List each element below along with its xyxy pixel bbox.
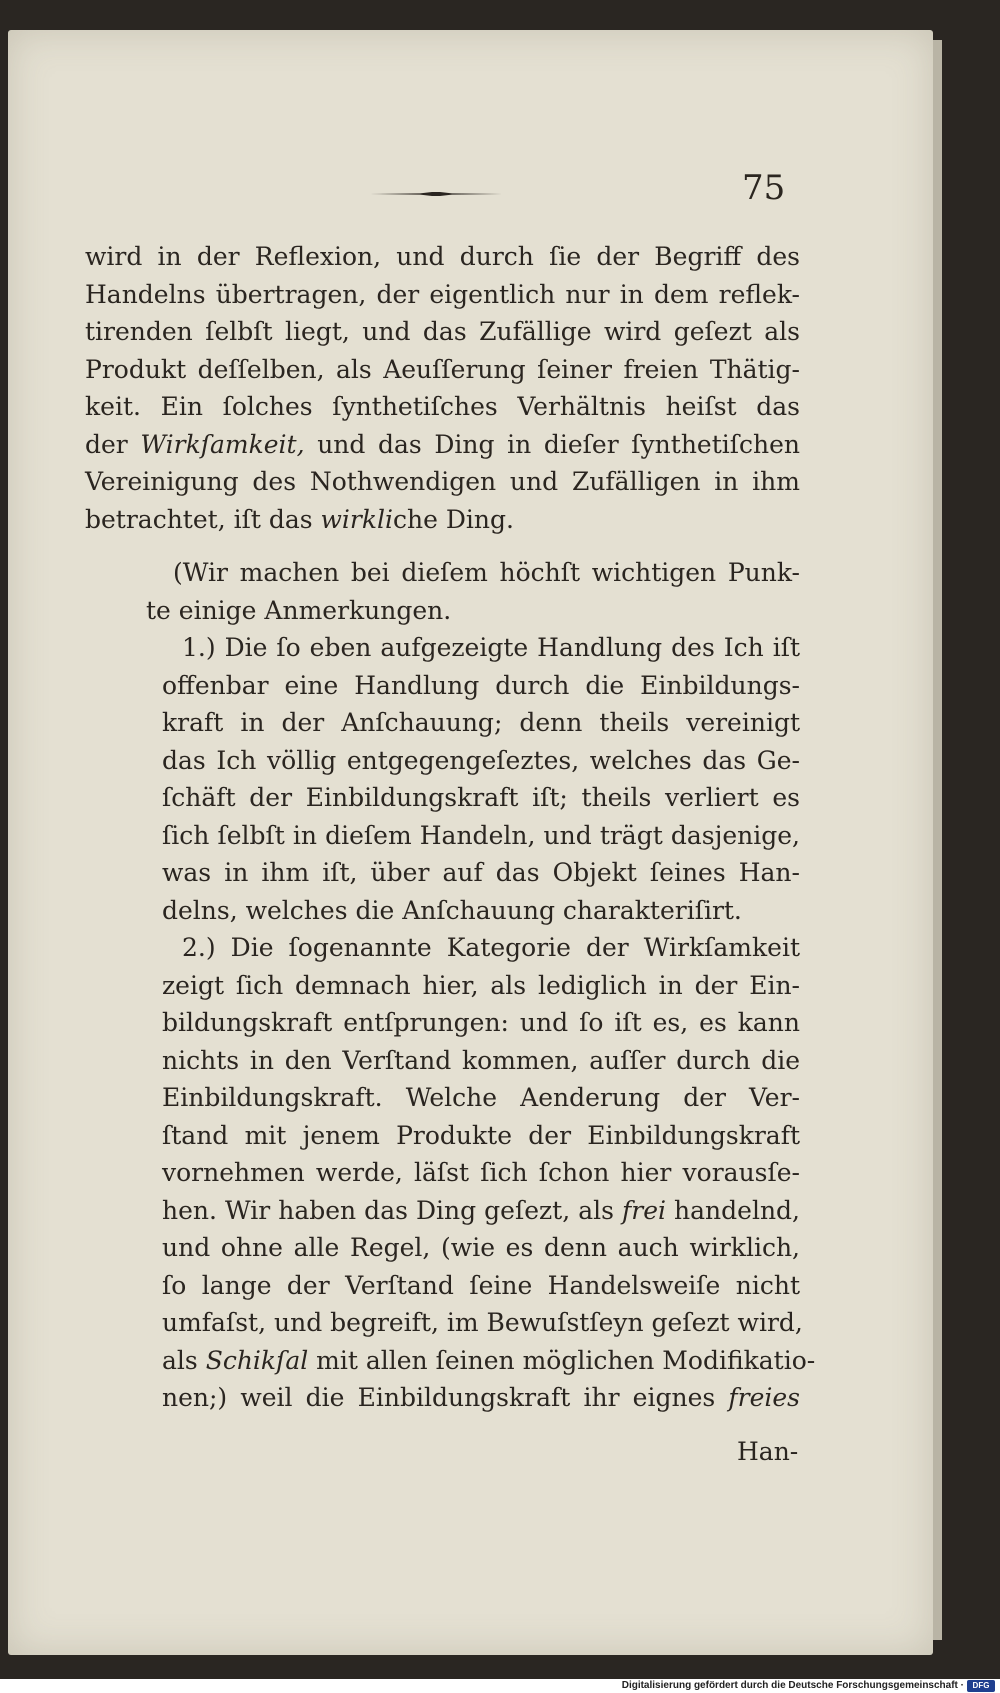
text-line: nichts in den Verſtand kommen, auſſer durch die xyxy=(162,1045,800,1075)
text-line: 1.) Die ſo eben aufgezeigte Handlung des Ich iſt xyxy=(182,633,800,662)
text-run: hen. Wir haben das Ding geſezt, als xyxy=(162,1195,614,1225)
text-line: Handelns übertragen, der eigentlich nur in dem reflek- xyxy=(85,279,800,309)
page-text xyxy=(85,238,816,1417)
emphasis-frei: frei xyxy=(622,1195,666,1225)
text-run: mit allen ſeinen möglichen Modifikatio- xyxy=(316,1345,816,1375)
text-line: Vereinigung des Nothwendigen und Zufälligen in ihm xyxy=(85,467,800,496)
text-line: und ohne alle Regel, (wie es denn auch wirklich, xyxy=(162,1233,800,1262)
text-line: (Wir machen bei dieſem höchſt wichtigen Punk- xyxy=(173,558,800,587)
text-line: das Ich völlig entgegengeſeztes, welches das Ge- xyxy=(162,745,800,775)
note-1 xyxy=(85,629,800,929)
text-line: bildungskraft entſprungen: und ſo iſt es, es kann xyxy=(162,1008,800,1037)
text-line: keit. Ein ſolches ſynthetiſches Verhältnis heiſst das xyxy=(85,392,800,421)
text-line xyxy=(85,426,800,464)
emphasis-schiksal: Schikſal xyxy=(205,1345,309,1375)
catchword: Han- xyxy=(737,1437,799,1466)
text-line xyxy=(85,1379,800,1417)
text-line xyxy=(85,501,800,539)
footer-bar xyxy=(0,1679,1000,1693)
text-run: der xyxy=(85,429,128,459)
funding-credit: Digitalisierung gefördert durch die Deutsche Forschungsgemeinschaft · xyxy=(621,1680,964,1691)
text-line: ſchäft der Einbildungskraft iſt; theils verliert es xyxy=(162,783,800,812)
text-run: handelnd, xyxy=(674,1195,800,1225)
text-line: kraft in der Anſchauung; denn theils vereinigt xyxy=(162,708,800,737)
text-line: 2.) Die ſogenannte Kategorie der Wirkſamkeit xyxy=(182,933,800,962)
text-run: und das Ding in dieſer ſynthetiſchen xyxy=(317,429,801,459)
emphasis-wirksamkeit: Wirkſamkeit, xyxy=(140,429,305,459)
header-ornament-rule xyxy=(370,191,502,197)
text-run: betrachtet, iſt das xyxy=(85,504,313,534)
text-line: was in ihm iſt, über auf das Objekt ſeines Han- xyxy=(162,858,800,887)
note-2 xyxy=(85,929,816,1417)
emphasis-wirkliche: wirkli xyxy=(320,504,394,534)
text-line: vornehmen werde, läſst ſich ſchon hier vorausſe- xyxy=(162,1158,800,1187)
page-number: 75 xyxy=(742,168,786,208)
dfg-logo-icon: DFG xyxy=(967,1680,995,1692)
text-line: ſich ſelbſt in dieſem Handeln, und trägt dasjenige, xyxy=(162,820,800,850)
paragraph-2 xyxy=(85,554,800,629)
text-line: zeigt ſich demnach hier, als lediglich in der Ein- xyxy=(162,970,800,1000)
text-line: offenbar eine Handlung durch die Einbildungs- xyxy=(162,670,800,700)
text-line: wird in der Reflexion, und durch ſie der Begriff des xyxy=(85,242,800,271)
text-line: ſo lange der Verſtand ſeine Handelsweiſe nicht xyxy=(162,1270,800,1300)
text-run: als xyxy=(162,1345,198,1375)
text-line xyxy=(85,1342,816,1380)
emphasis-freies: freies xyxy=(728,1383,801,1412)
paragraph-1 xyxy=(85,238,800,538)
text-run: nen;) weil die Einbildungskraft ihr eignes xyxy=(162,1383,716,1412)
text-line: Einbildungskraft. Welche Aenderung der Ver- xyxy=(162,1083,800,1112)
text-line: ſtand mit jenem Produkte der Einbildungskraft xyxy=(162,1120,800,1150)
text-line xyxy=(85,1192,800,1230)
text-line: te einige Anmerkungen. xyxy=(146,595,452,625)
text-line: Produkt deſſelben, als Aeuſſerung ſeiner freien Thätig- xyxy=(85,354,800,384)
text-line: tirenden ſelbſt liegt, und das Zufällige wird geſezt als xyxy=(85,317,800,346)
text-line: umfaſst, und begreift, im Bewuſstſeyn geſezt wird, xyxy=(162,1308,803,1337)
text-line: delns, welches die Anſchauung charakteriſirt. xyxy=(162,895,742,925)
text-run: che Ding. xyxy=(393,504,514,534)
